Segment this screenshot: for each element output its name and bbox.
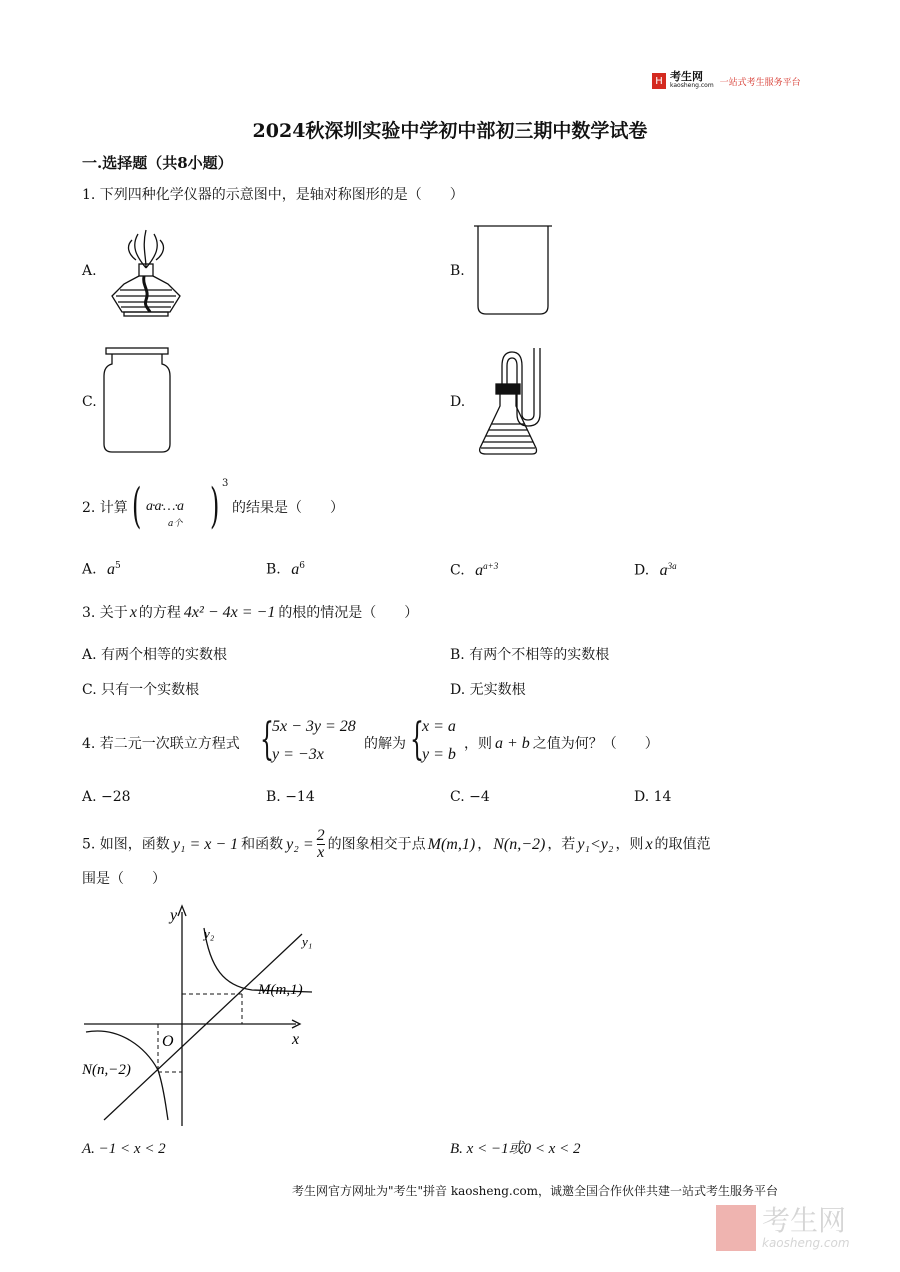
q3-option-c[interactable]: C. 只有一个实数根	[82, 682, 200, 698]
brand-name: 考生网	[670, 70, 703, 83]
brand-domain: kaosheng.com	[670, 82, 714, 89]
q3-prefix: 3. 关于	[82, 605, 128, 621]
graph-origin-label: O	[162, 1033, 174, 1050]
q4-tail	[464, 735, 659, 753]
q4-option-a[interactable]: A. −28	[82, 789, 131, 805]
q2-option-d[interactable]	[634, 557, 677, 580]
graph-y1-label: y₁	[302, 934, 313, 949]
graph-y2-label: y₂	[204, 926, 215, 941]
q5-point-n: N(n,−2)	[493, 835, 546, 853]
q2-prefix: 2. 计算	[82, 500, 128, 516]
section-heading: 一.选择题（共8小题）	[82, 154, 233, 172]
q2-option-b[interactable]	[266, 557, 305, 579]
q4-eq1: 5x − 3y = 28	[272, 718, 356, 735]
q1-stem: 1. 下列四种化学仪器的示意图中，是轴对称图形的是（ ）	[82, 187, 464, 203]
q3-option-b[interactable]: B. 有两个不相等的实数根	[450, 647, 610, 663]
q2-option-a[interactable]	[82, 557, 121, 579]
q3-suffix: 的根的情况是（ ）	[278, 605, 419, 621]
q2-option-c[interactable]	[450, 557, 498, 580]
brand-slogan: 一站式考生服务平台	[719, 77, 801, 88]
q2-option-d-exp: 3a	[667, 561, 677, 571]
q2-option-c-exp: a+3	[483, 561, 499, 571]
q5-f2-num: 2	[316, 827, 325, 844]
q5-option-a[interactable]	[82, 1140, 166, 1158]
q2-inner-product: a·a·…·a	[146, 499, 183, 514]
q5-line1-d: ，若	[547, 836, 576, 853]
q3-option-d[interactable]: D. 无实数根	[450, 682, 526, 698]
q5-point-m: M(m,1)	[427, 835, 476, 853]
q5-line1-c: 的图象相交于点	[327, 836, 426, 853]
watermark-brand: 考生网	[762, 1204, 847, 1237]
q5-line1-a: 5. 如图，函数	[82, 836, 170, 853]
q5-f2-den: x	[317, 844, 325, 861]
q4-brace-solution: {	[410, 714, 424, 765]
watermark-domain: kaosheng.com	[762, 1236, 850, 1250]
q5-line2: 围是（ ）	[82, 871, 166, 887]
flask-with-tube-figure	[474, 344, 554, 460]
watermark	[716, 1205, 850, 1251]
q5-option-b-text: B. x < −1或0 < x < 2	[450, 1141, 581, 1157]
q2-left-paren: (	[132, 478, 142, 534]
q2-option-b-label: B.	[266, 561, 281, 578]
graph-point-n-label: N(n,−2)	[82, 1062, 131, 1078]
q2-option-a-base: a	[107, 560, 116, 578]
q5-line1-b: 和函数	[241, 836, 284, 853]
q2-right-paren: )	[210, 478, 220, 534]
beaker-figure	[470, 222, 556, 318]
q4-sol2: y = b	[422, 746, 456, 763]
q5-function-graph	[80, 898, 340, 1130]
q4-suffix-b: 之值为何？（ ）	[532, 736, 659, 752]
graph-y-label: y	[170, 907, 178, 924]
q4-option-b[interactable]: B. −14	[266, 789, 315, 805]
brand-logo	[652, 72, 801, 90]
q4-option-c[interactable]: C. −4	[450, 789, 490, 805]
q2-option-a-label: A.	[82, 561, 97, 578]
q1-option-a-label: A.	[82, 263, 97, 279]
q4-brace-system: {	[260, 714, 274, 765]
graph-point-m-label: M(m,1)	[258, 982, 303, 998]
q2-option-a-exp: 5	[115, 561, 121, 571]
q3-option-a[interactable]: A. 有两个相等的实数根	[82, 647, 228, 663]
q5-f1: y₁ = x − 1	[172, 835, 239, 853]
q4-mid: 的解为	[364, 736, 406, 752]
q1-option-b-label: B.	[450, 263, 465, 279]
line-y1	[104, 934, 302, 1120]
q5-f2-lhs: y₂ =	[286, 835, 314, 853]
q4-suffix-a: ，则	[464, 736, 492, 752]
q2-option-b-base: a	[291, 560, 300, 578]
page-title: 2024秋深圳实验中学初中部初三期中数学试卷	[252, 120, 648, 142]
q5-line1	[82, 828, 711, 861]
q1-option-c-label: C.	[82, 394, 97, 410]
q4-sol1: x = a	[422, 718, 456, 735]
gas-jar-figure	[100, 346, 174, 454]
q3-var: x	[129, 604, 137, 621]
q2-option-c-label: C.	[450, 562, 465, 579]
brand-logo-icon: H	[652, 73, 666, 89]
q3-equation: 4x² − 4x = −1	[183, 604, 276, 621]
q2-option-d-label: D.	[634, 562, 650, 579]
q5-option-b[interactable]	[450, 1140, 580, 1158]
q5-cond: y₁<y₂	[577, 835, 614, 853]
alcohol-lamp-figure	[106, 226, 186, 318]
q3-stem	[82, 604, 418, 622]
watermark-logo-icon	[716, 1205, 756, 1251]
q2-option-d-base: a	[659, 561, 668, 579]
q2-option-c-base: a	[475, 561, 484, 579]
q5-var: x	[645, 835, 653, 853]
q2-exponent: 3	[222, 478, 229, 489]
q2-option-b-exp: 6	[299, 561, 305, 571]
graph-x-label: x	[292, 1031, 300, 1048]
footer-text: 考生网官方网址为"考生"拼音 kaosheng.com，诚邀全国合作伙伴共建一站式考生服务平台	[292, 1184, 779, 1198]
q2-suffix: 的结果是（ ）	[232, 500, 344, 516]
q5-line1-f: 的取值范	[654, 836, 711, 853]
q1-option-d-label: D.	[450, 394, 466, 410]
q3-mid: 的方程	[138, 605, 181, 621]
q4-expr: a + b	[495, 735, 530, 752]
q5-f2-fraction	[317, 828, 325, 861]
q4-option-d[interactable]: D. 14	[634, 789, 672, 805]
q5-line1-e: ，则	[615, 836, 644, 853]
q2-underbrace-label: a个	[168, 519, 183, 529]
q4-prefix: 4. 若二元一次联立方程式	[82, 736, 240, 752]
q5-sep: ，	[477, 836, 492, 853]
q4-eq2: y = −3x	[272, 746, 324, 763]
q5-option-a-text: A. −1 < x < 2	[82, 1141, 166, 1157]
